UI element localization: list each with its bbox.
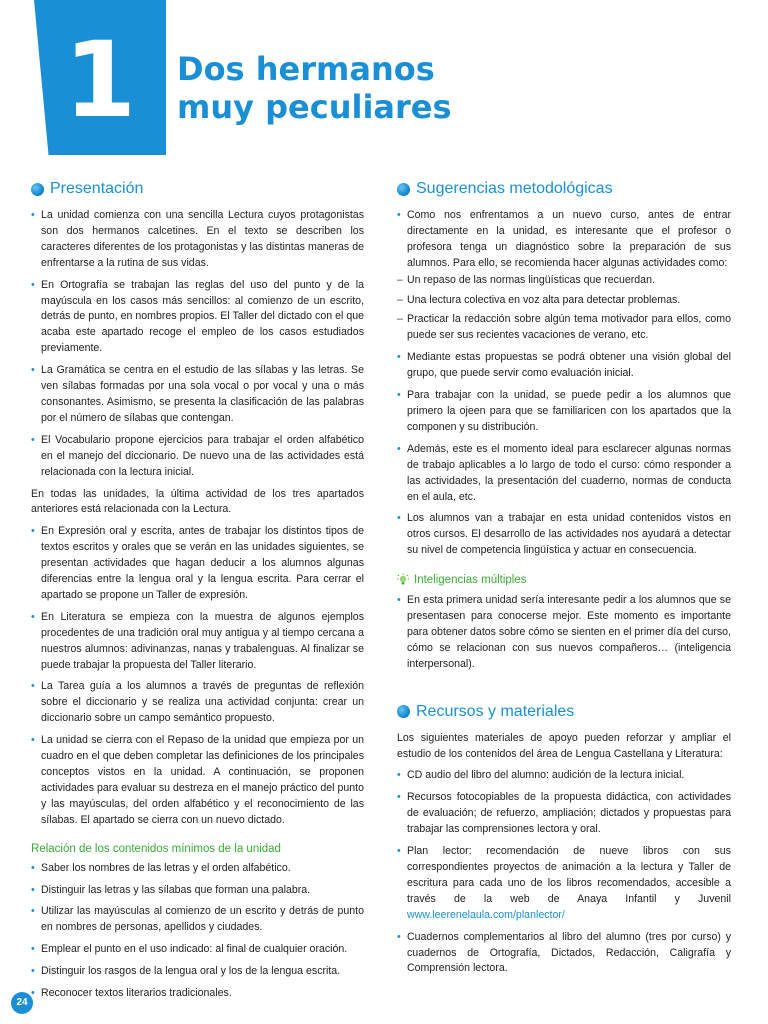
dash-item: – Una lectura colectiva en voz alta para detectar problemas. — [397, 293, 731, 309]
inteligencias-list — [397, 593, 731, 673]
list-item: • Saber los nombres de las letras y el orden alfabético. — [31, 861, 364, 877]
section-sugerencias-heading — [397, 180, 731, 198]
list-item: • En esta primera unidad sería interesante pedir a los alumnos que se presentasen para conocerse mejor. Este momento es importante para obtener datos sobre cómo se sienten en el primer día del curso, cómo se relacionan con sus nuevos compañeros… (inteligencia interpersonal). — [397, 593, 731, 673]
sugerencias-intro-list — [397, 208, 731, 272]
plan-lector-link[interactable]: www.leerenelaula.com/planlector/ — [407, 908, 565, 921]
sugerencias-dash-list — [397, 273, 731, 345]
section-recursos-heading — [397, 703, 731, 721]
dash-item: – Un repaso de las normas lingüísticas que recuerdan. — [397, 273, 731, 289]
list-item: • Mediante estas propuestas se podrá obtener una visión global del grupo, que puede servir como evaluación inicial. — [397, 350, 731, 382]
list-item: • Cuadernos complementarios al libro del alumno (tres por curso) y cuadernos de Ortografía, Dictados, Redacción, Caligrafía y Comprensión lectora. — [397, 930, 731, 978]
list-item: • Emplear el punto en el uso indicado: al final de cualquier oración. — [31, 942, 364, 958]
list-item: • La unidad se cierra con el Repaso de la unidad que empieza por un cuadro en el que deben completar las definiciones de los principales conceptos vistos en la unidad. A continuación, se proponen actividades para evaluar su destreza en el manejo práctico del punto y las mayúsculas, del orden alfabético y el reconocimiento de las sílabas. El apartado se cierra con un nuevo dictado. — [31, 733, 364, 828]
list-item: • Recursos fotocopiables de la propuesta didáctica, con actividades de evaluación; de refuerzo, ampliación; dictados y propuestas para trabajar las comprensiones lectora y oral. — [397, 790, 731, 838]
page-number: 24 — [11, 992, 33, 1014]
list-item: • En Expresión oral y escrita, antes de trabajar los distintos tipos de textos escritos y orales que se verán en las unidades siguientes, se presentan actividades que hagan deducir a los alumnos algunas diferencias entre la lengua oral y la lengua escrita. Para cerrar el apartado se propone un Taller de expresión. — [31, 524, 364, 604]
lightbulb-icon — [397, 573, 409, 587]
contenidos-heading: Relación de los contenidos mínimos de la unidad — [31, 842, 281, 855]
list-item: • Además, este es el momento ideal para esclarecer algunas normas de trabajo aplicables a lo largo de todo el curso: cómo responder a las actividades, la presentación del cuaderno, normas de conducta en el aula, etc. — [397, 442, 731, 506]
section-presentacion-heading — [31, 180, 364, 198]
list-item: • Distinguir los rasgos de la lengua oral y los de la lengua escrita. — [31, 964, 364, 980]
left-column — [31, 180, 364, 1008]
list-item: • Los alumnos van a trabajar en esta unidad contenidos vistos en otros cursos. El desarrollo de las actividades nos ayudará a detectar su nivel de competencia lingüística y actuar en consecuencia. — [397, 511, 731, 559]
dash-item: – Practicar la redacción sobre algún tema motivador para ellos, como puede ser sus recientes vacaciones de verano, etc. — [397, 312, 731, 344]
contenidos-list — [31, 861, 364, 1002]
list-item: • Como nos enfrentamos a un nuevo curso, antes de entrar directamente en la unidad, es interesante que el profesor o profesora tenga un diagnóstico sobre la preparación de sus alumnos. Para ello, se recomienda hacer algunas actividades como: — [397, 208, 731, 272]
list-item: • La Gramática se centra en el estudio de las sílabas y las letras. Se ven sílabas formadas por una sola vocal o por vocal y una o más consonantes. Asimismo, se presenta la clasificación de las palabras por el número de sílabas que contengan. — [31, 363, 364, 427]
list-item: • Distinguir las letras y las sílabas que forman una palabra. — [31, 883, 364, 899]
inteligencias-heading — [397, 573, 731, 587]
sugerencias-list — [397, 350, 731, 559]
recursos-list — [397, 768, 731, 977]
section-bullet-icon — [397, 183, 410, 196]
unit-number: 1 — [63, 19, 137, 141]
list-item: • La unidad comienza con una sencilla Lectura cuyos protagonistas son dos hermanos calcetines. En el texto se describen los caracteres diferentes de los protagonistas y las distintas maneras de enfrentarse a la rutina de sus vidas. — [31, 208, 364, 272]
plan-lector-text: Plan lector: recomendación de nueve libros con sus correspondientes proyectos de animación a la lectura y Taller de escritura para cada uno de los libros recomendados, accesible a través de la web de Anaya Infantil y Juvenil — [407, 845, 731, 905]
section-title: Presentación — [50, 180, 144, 197]
list-item: • Reconocer textos literarios tradicionales. — [31, 986, 364, 1002]
recursos-paragraph: Los siguientes materiales de apoyo pueden reforzar y ampliar el estudio de los contenidos del área de Lengua Castellana y Literatura: — [397, 731, 731, 760]
list-item: • En Literatura se empieza con la muestra de algunos ejemplos procedentes de una tradición oral muy antigua y al tiempo cercana a nuestros alumnos: adivinanzas, nanas y trabalenguas. Al finalizar se puede trabajar la propuesta del Taller literario. — [31, 610, 364, 674]
section-bullet-icon — [397, 705, 410, 718]
section-title: Sugerencias metodológicas — [416, 180, 613, 197]
list-item: • Para trabajar con la unidad, se puede pedir a los alumnos que primero la ojeen para que se familiaricen con los apartados que la componen y su distribución. — [397, 388, 731, 436]
page-title — [177, 50, 452, 126]
list-item: • En Ortografía se trabajan las reglas del uso del punto y de la mayúscula en los casos más sencillos: al comienzo de un escrito, detrás de punto, en nombres propios. El Taller del dictado con el que acaba este apartado recoge el empleo de los casos estudiados previamente. — [31, 278, 364, 358]
presentacion-list-2 — [31, 524, 364, 828]
section-bullet-icon — [31, 183, 44, 196]
list-item: • El Vocabulario propone ejercicios para trabajar el orden alfabético en el manejo del diccionario. De nuevo una de las actividades está relacionada con la lectura inicial. — [31, 433, 364, 481]
title-line-2: muy peculiares — [177, 88, 452, 126]
presentacion-list — [31, 208, 364, 481]
right-column — [397, 180, 731, 983]
subsection-title: Inteligencias múltiples — [414, 574, 527, 587]
list-item: • La Tarea guía a los alumnos a través de preguntas de reflexión sobre el diccionario y se realiza una actividad conjunta: crear un diccionario sobre un campo semántico propuesto. — [31, 679, 364, 727]
title-line-1: Dos hermanos — [177, 50, 435, 88]
section-title: Recursos y materiales — [416, 702, 575, 720]
list-item: • Utilizar las mayúsculas al comienzo de un escrito y detrás de punto en nombres de personas, apellidos y ciudades. — [31, 904, 364, 936]
presentacion-paragraph: En todas las unidades, la última actividad de los tres apartados anteriores está relacionada con la Lectura. — [31, 487, 364, 516]
list-item-plan-lector — [397, 844, 731, 924]
list-item: • CD audio del libro del alumno: audición de la lectura inicial. — [397, 768, 731, 784]
